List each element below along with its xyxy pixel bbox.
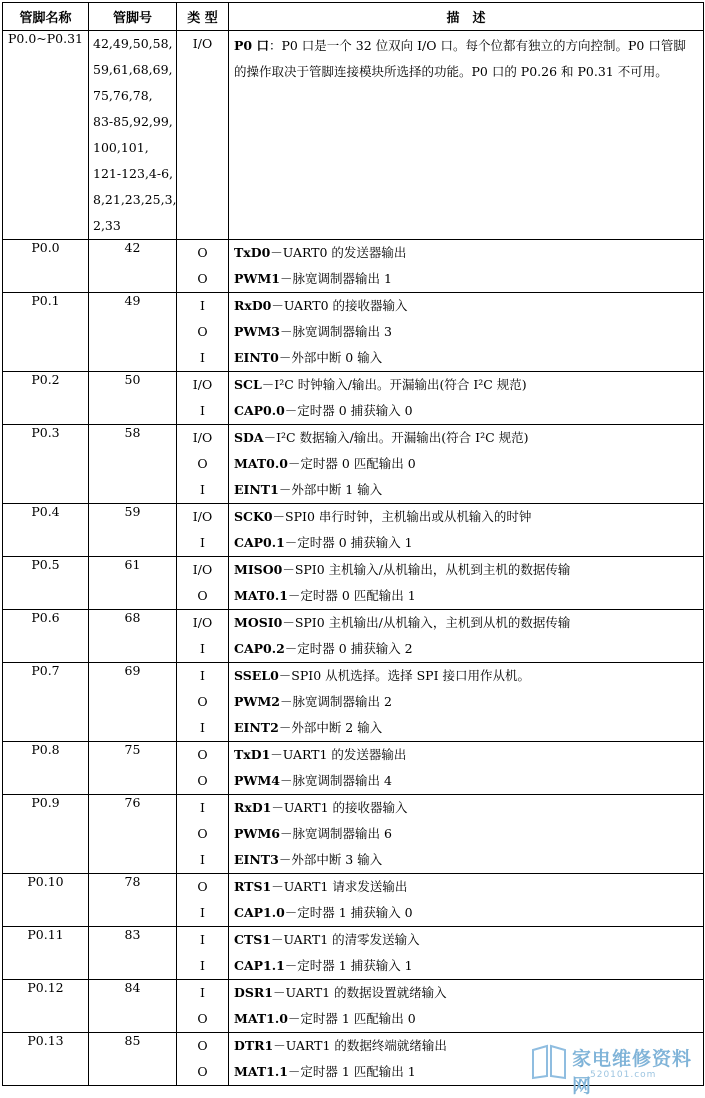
pin-name: P0.11 [3,927,89,980]
pin-name: P0.6 [3,610,89,663]
pin-function [229,847,703,873]
pin-function [229,1006,703,1032]
pin-description-cell [229,980,704,1033]
pin-name: P0.7 [3,663,89,742]
pin-function [229,293,703,319]
watermark-text: 家电维修资料网 [572,1048,693,1097]
pin-function [229,504,703,530]
pin-type: I [200,852,205,867]
pin-type-cell [177,557,229,610]
function-description: －外部中断 2 输入 [278,720,383,735]
function-description: －SPI0 主机输出/从机输入，主机到从机的数据传输 [282,615,571,630]
pin-type: I [200,932,205,947]
pin-number: 85 [89,1033,177,1086]
pin-type: O [197,271,208,286]
pin-type: I [200,403,205,418]
pin-description-cell [229,874,704,927]
pin-description-cell [229,610,704,663]
pin-function [229,900,703,926]
pin-type: I [200,641,205,656]
header-description: 描 述 [229,3,704,31]
function-signal-name: SCL [234,377,262,392]
function-signal-name: RxD1 [234,800,272,815]
pin-row [3,610,704,663]
function-signal-name: PWM6 [234,826,280,841]
function-signal-name: EINT1 [234,482,279,497]
function-signal-name: PWM1 [234,271,280,286]
function-signal-name: MAT0.1 [234,588,288,603]
pin-function [229,557,703,583]
pin-number: 58 [89,425,177,504]
function-signal-name: CAP0.1 [234,535,285,550]
pin-number: 49 [89,293,177,372]
pin-type-cell [177,293,229,372]
pin-name: P0.2 [3,372,89,425]
function-signal-name: MAT1.1 [234,1064,288,1079]
pin-description-cell [229,372,704,425]
header-pin-name: 管脚名称 [3,3,89,31]
pin-number-line: 83-85,92,99, [93,114,173,129]
function-description: －定时器 1 捕获输入 0 [284,905,413,920]
pin-number: 50 [89,372,177,425]
pin-number: 76 [89,795,177,874]
pin-name: P0.4 [3,504,89,557]
function-signal-name: PWM4 [234,773,280,788]
pin-number-line: 2,33 [93,218,121,233]
pin-type: I [200,905,205,920]
watermark-logo [530,1040,705,1097]
pin-type-cell [177,663,229,742]
pin-type-cell [177,874,229,927]
header-pin-number: 管脚号 [89,3,177,31]
port-label: P0 口 [234,38,269,53]
function-description: －UART1 的接收器输入 [271,800,408,815]
pin-row [3,504,704,557]
pin-row [3,240,704,293]
pin-type: O [197,1038,208,1053]
function-description: －定时器 1 匹配输出 1 [287,1064,416,1079]
function-description: －脉宽调制器输出 4 [279,773,392,788]
pin-description-cell [229,31,704,240]
pin-description-cell [229,504,704,557]
function-signal-name: CAP0.0 [234,403,285,418]
pin-table [2,2,704,1086]
function-description: －外部中断 0 输入 [278,350,383,365]
pin-type-cell [177,425,229,504]
function-signal-name: DTR1 [234,1038,274,1053]
pin-number-line: 75,76,78, [93,88,153,103]
header-row [3,3,704,31]
pin-row [3,557,704,610]
pin-type: I/O [192,377,213,392]
function-description: －定时器 0 捕获输入 0 [284,403,413,418]
pin-function [229,610,703,636]
pin-type: I [200,985,205,1000]
pin-type: I/O [192,430,213,445]
port-description-text: ：P0 口是一个 32 位双向 I/O 口。每个位都有独立的方向控制。P0 口管脚的操作取决于管脚连接模块所选择的功能。P0 口的 P0.26 和 P0.31 不可用。 [234,38,686,79]
pin-function [229,425,703,451]
function-description: －SPI0 主机输入/从机输出，从机到主机的数据传输 [282,562,571,577]
pin-type: I [200,482,205,497]
pin-type: O [197,826,208,841]
pin-description-cell [229,293,704,372]
pin-number: 78 [89,874,177,927]
function-signal-name: PWM3 [234,324,280,339]
function-signal-name: EINT3 [234,852,279,867]
function-description: －脉宽调制器输出 1 [279,271,392,286]
watermark-url: 520101.com [590,1070,657,1080]
function-signal-name: CAP1.0 [234,905,285,920]
port-description [229,31,703,85]
pin-type: O [197,456,208,471]
pin-type-cell [177,372,229,425]
pin-type: O [197,588,208,603]
function-description: －定时器 1 捕获输入 1 [284,958,413,973]
pin-number: 75 [89,742,177,795]
pin-type-cell [177,31,229,240]
pin-description-cell [229,927,704,980]
function-signal-name: MISO0 [234,562,283,577]
pin-function [229,345,703,371]
pin-number: 42 [89,240,177,293]
pin-name: P0.5 [3,557,89,610]
pin-function [229,742,703,768]
pin-function [229,319,703,345]
pin-row [3,927,704,980]
function-signal-name: CAP1.1 [234,958,285,973]
pin-row [3,293,704,372]
pin-function [229,583,703,609]
function-description: －UART1 的数据设置就绪输入 [272,985,447,1000]
function-description: －UART1 的发送器输出 [270,747,407,762]
pin-description-cell [229,742,704,795]
pin-function [229,715,703,741]
pin-number: 84 [89,980,177,1033]
pin-function [229,636,703,662]
pin-function [229,689,703,715]
pin-number: 69 [89,663,177,742]
pin-row [3,795,704,874]
pin-function [229,266,703,292]
pin-type: I/O [192,509,213,524]
function-description: －定时器 0 匹配输出 1 [287,588,416,603]
pin-type: O [197,1011,208,1026]
function-signal-name: RxD0 [234,298,272,313]
function-signal-name: CTS1 [234,932,271,947]
pin-number-line: 100,101, [93,140,149,155]
pin-type-cell [177,240,229,293]
function-description: －外部中断 3 输入 [278,852,383,867]
function-description: －UART1 请求发送输出 [271,879,408,894]
function-description: －定时器 1 匹配输出 0 [287,1011,416,1026]
pin-row [3,372,704,425]
pin-description-cell [229,663,704,742]
pin-description-cell [229,425,704,504]
function-signal-name: TxD0 [234,245,271,260]
pin-description-cell [229,557,704,610]
p0-port-row [3,31,704,240]
pin-function [229,451,703,477]
pin-number-list [89,31,177,240]
pin-name: P0.12 [3,980,89,1033]
pin-number: 61 [89,557,177,610]
function-description: －定时器 0 捕获输入 1 [284,535,413,550]
function-description: －定时器 0 捕获输入 2 [284,641,413,656]
pin-name: P0.9 [3,795,89,874]
function-signal-name: EINT0 [234,350,279,365]
watermark-book-icon [530,1042,568,1080]
pin-type: O [197,773,208,788]
function-signal-name: MAT0.0 [234,456,288,471]
function-signal-name: SCK0 [234,509,273,524]
pin-number-line: 59,61,68,69, [93,62,173,77]
pin-function [229,477,703,503]
pin-name: P0.0~P0.31 [3,31,89,240]
function-signal-name: CAP0.2 [234,641,285,656]
pin-type: O [197,694,208,709]
function-signal-name: MAT1.0 [234,1011,288,1026]
pin-row [3,874,704,927]
pin-row [3,980,704,1033]
function-description: －I²C 时钟输入/输出。开漏输出(符合 I²C 规范) [261,377,527,392]
pin-type: I/O [192,615,213,630]
function-signal-name: DSR1 [234,985,273,1000]
pin-number: 59 [89,504,177,557]
pin-name: P0.10 [3,874,89,927]
pin-name: P0.8 [3,742,89,795]
pin-type: O [197,1064,208,1079]
pin-type: I [200,668,205,683]
pin-number: 83 [89,927,177,980]
pin-type: I/O [192,36,213,51]
pin-row [3,425,704,504]
function-signal-name: TxD1 [234,747,271,762]
pin-type: I [200,298,205,313]
pin-type-cell [177,504,229,557]
function-description: －SPI0 从机选择。选择 SPI 接口用作从机。 [278,668,530,683]
pin-function [229,240,703,266]
pin-description-cell [229,795,704,874]
pin-function [229,663,703,689]
pin-description-cell [229,240,704,293]
pin-function [229,980,703,1006]
pin-type: I/O [192,562,213,577]
function-signal-name: SSEL0 [234,668,279,683]
pin-function [229,821,703,847]
pin-name: P0.1 [3,293,89,372]
header-type: 类 型 [177,3,229,31]
function-description: －UART1 的数据终端就绪输出 [273,1038,447,1053]
pin-function [229,795,703,821]
function-description: －脉宽调制器输出 6 [279,826,392,841]
pin-type: I [200,720,205,735]
function-description: －脉宽调制器输出 2 [279,694,392,709]
pin-name: P0.3 [3,425,89,504]
pin-function [229,768,703,794]
pin-function [229,372,703,398]
pin-type-cell [177,610,229,663]
pin-row [3,663,704,742]
function-description: －定时器 0 匹配输出 0 [287,456,416,471]
pin-name: P0.0 [3,240,89,293]
function-description: －外部中断 1 输入 [278,482,383,497]
pin-type: O [197,324,208,339]
pin-function [229,953,703,979]
function-signal-name: MOSI0 [234,615,283,630]
function-description: －SPI0 串行时钟，主机输出或从机输入的时钟 [272,509,532,524]
pin-type-cell [177,1033,229,1086]
function-signal-name: PWM2 [234,694,280,709]
function-signal-name: EINT2 [234,720,279,735]
pin-number: 68 [89,610,177,663]
pin-number-line: 8,21,23,25,3, [93,192,177,207]
pin-name: P0.13 [3,1033,89,1086]
function-description: －UART1 的清零发送输入 [270,932,420,947]
function-description: －UART0 的接收器输入 [271,298,408,313]
pin-type: I [200,350,205,365]
pin-row [3,742,704,795]
function-description: －UART0 的发送器输出 [270,245,407,260]
pin-type-cell [177,742,229,795]
function-description: －脉宽调制器输出 3 [279,324,392,339]
pin-function [229,874,703,900]
pin-function [229,398,703,424]
pin-type: O [197,747,208,762]
pin-type-cell [177,980,229,1033]
pin-number-line: 42,49,50,58, [93,36,173,51]
pin-type: I [200,958,205,973]
pin-type: I [200,535,205,550]
pin-type: I [200,800,205,815]
pin-type-cell [177,927,229,980]
function-signal-name: SDA [234,430,264,445]
pin-type: O [197,879,208,894]
pin-type-cell [177,795,229,874]
function-description: －I²C 数据输入/输出。开漏输出(符合 I²C 规范) [263,430,529,445]
pin-function [229,927,703,953]
pin-type: O [197,245,208,260]
function-signal-name: RTS1 [234,879,272,894]
pin-number-line: 121-123,4-6, [93,166,174,181]
pin-function [229,530,703,556]
